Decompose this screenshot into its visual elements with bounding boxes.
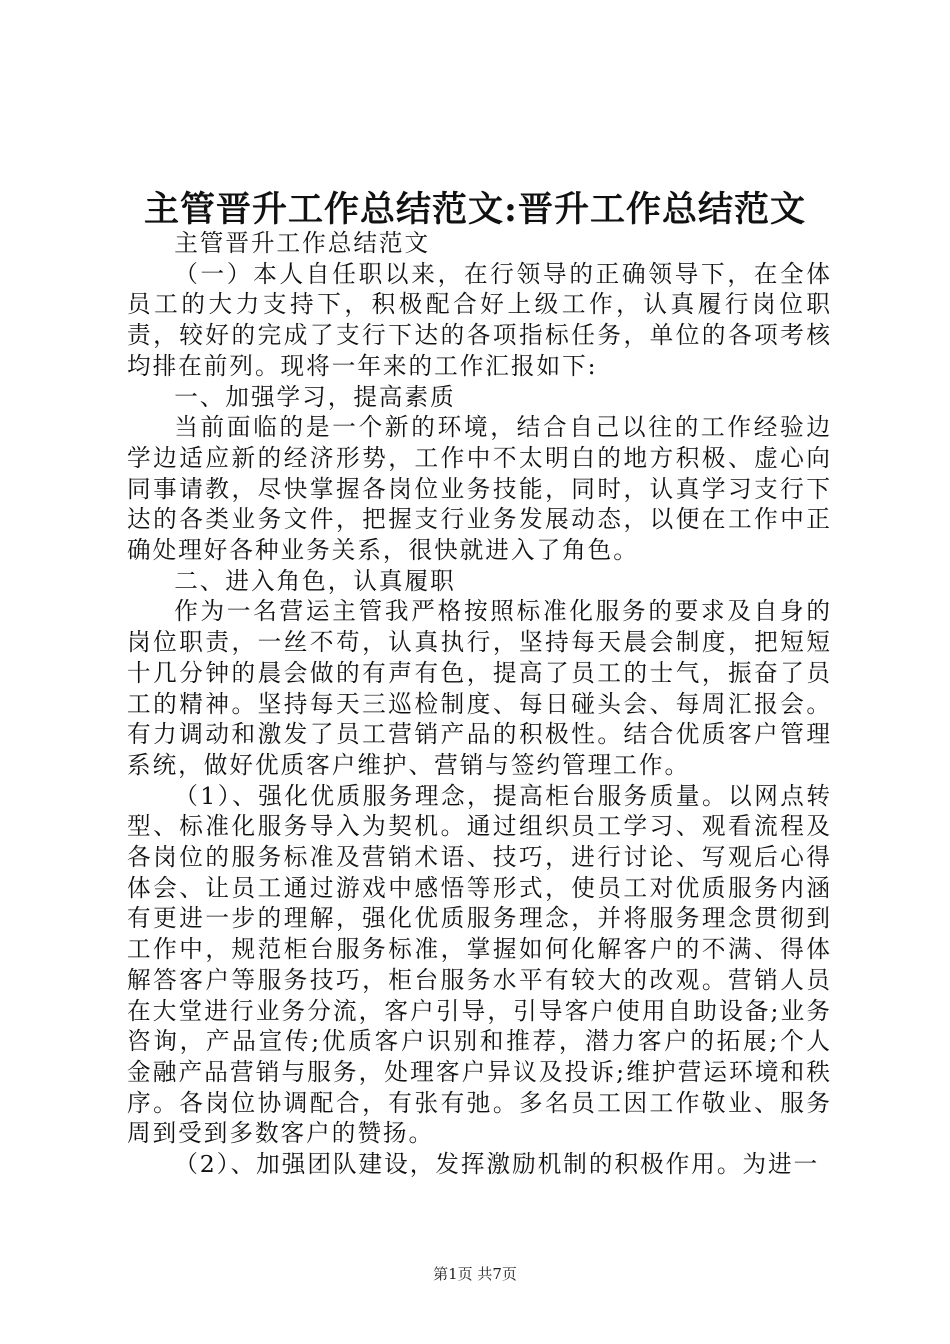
paragraph-item-1: （1）、强化优质服务理念，提高柜台服务质量。以网点转型、标准化服务导入为契机。通过组织员工学习、观看流程及各岗位的服务标准及营销术语、技巧，进行讨论、写观后心得体会、让员工通过游戏中感悟等形式，使员工对优质服务内涵有更进一步的理解，强化优质服务理念，并将服务理念贯彻到工作中，规范柜台服务标准，掌握如何化解客户的不满、得体解答客户等服务技巧，柜台服务水平有较大的改观。营销人员在大堂进行业务分流，客户引导，引导客户使用自助设备;业务咨询，产品宣传;优质客户识别和推荐，潜力客户的拓展;个人金融产品营销与服务，处理客户异议及投诉;维护营运环境和秩序。各岗位协调配合，有张有弛。多名员工因工作敬业、服务周到受到多数客户的赞扬。 bbox=[127, 781, 832, 1148]
paragraph-section-1: 当前面临的是一个新的环境，结合自己以往的工作经验边学边适应新的经济形势，工作中不太明白的地方积极、虚心向同事请教，尽快掌握各岗位业务技能，同时，认真学习支行下达的各类业务文件，把握支行业务发展动态，以便在工作中正确处理好各种业务关系，很快就进入了角色。 bbox=[127, 413, 832, 565]
section-heading-2: 二、进入角色，认真履职 bbox=[174, 566, 456, 595]
paragraph-subtitle: 主管晋升工作总结范文 bbox=[174, 229, 431, 257]
document-title: 主管晋升工作总结范文:晋升工作总结范文 bbox=[144, 189, 806, 230]
section-heading-1: 一、加强学习，提高素质 bbox=[174, 382, 456, 411]
paragraph-item-2: （2）、加强团队建设，发挥激励机制的积极作用。为进一 bbox=[174, 1150, 820, 1179]
paragraph-section-2: 作为一名营运主管我严格按照标准化服务的要求及自身的岗位职责，一丝不苟，认真执行，坚持每天晨会制度，把短短十几分钟的晨会做的有声有色，提高了员工的士气，振奋了员工的精神。坚持每天三巡检制度、每日碰头会、每周汇报会。有力调动和激发了员工营销产品的积极性。结合优质客户管理系统，做好优质客户维护、营销与签约管理工作。 bbox=[127, 597, 832, 779]
page-footer: 第1页 共7页 bbox=[433, 1265, 517, 1283]
paragraph-intro: （一）本人自任职以来，在行领导的正确领导下，在全体员工的大力支持下，积极配合好上级工作，认真履行岗位职责，较好的完成了支行下达的各项指标任务，单位的各项考核均排在前列。现将一年来的工作汇报如下: bbox=[127, 259, 832, 380]
document-body bbox=[127, 228, 832, 1180]
